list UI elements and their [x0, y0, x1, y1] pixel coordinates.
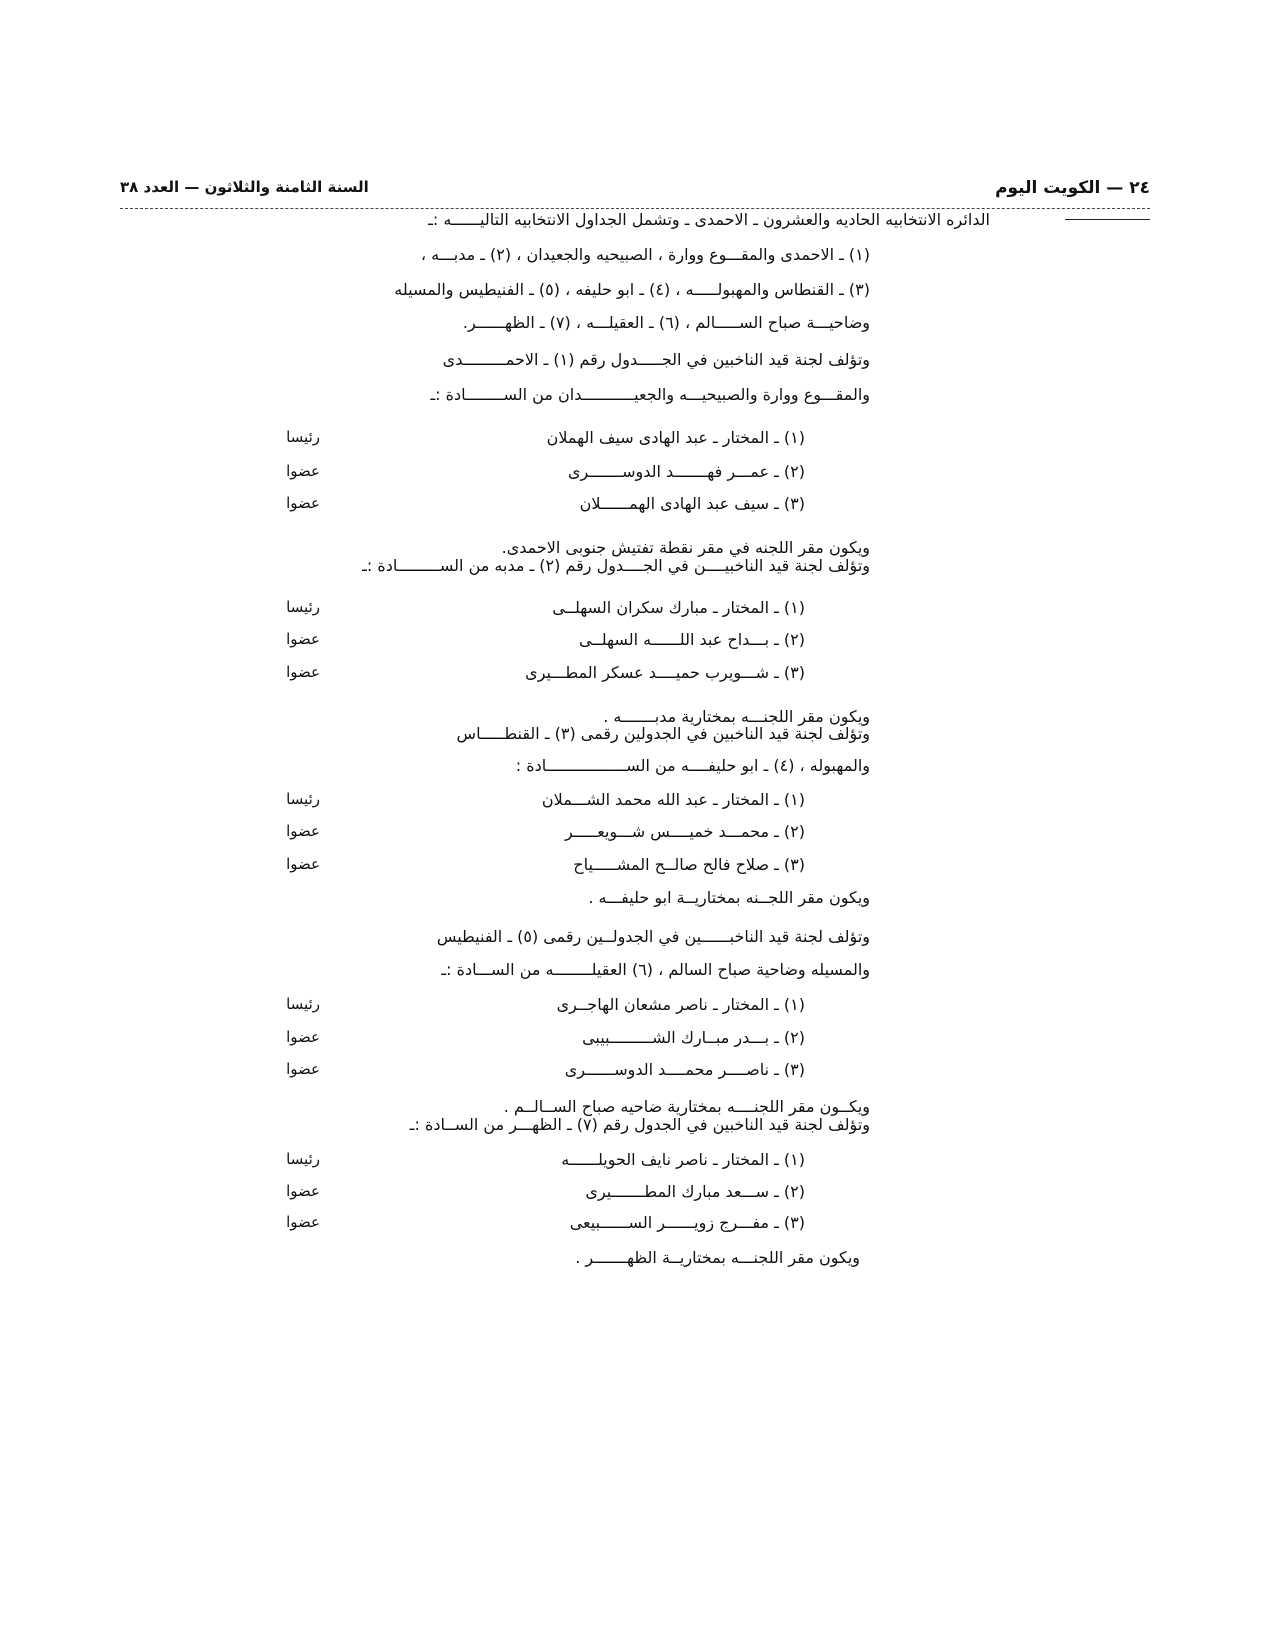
- committee-4-member-name: (١) ـ المختار ـ ناصر مشعان الهاجــرى: [556, 995, 805, 1014]
- committee-1-intro: وتؤلف لجنة قيد الناخبين في الجـــــدول رقم (١) ـ الاحمـــــــــدى: [442, 350, 870, 369]
- committee-4-member-name: (٢) ـ بـــدر مبــارك الشـــــــــبيبى: [582, 1028, 805, 1047]
- intro-line: (٣) ـ القنطاس والمهبولـــــه ، (٤) ـ ابو حليفه ، (٥) ـ الفنيطيس والمسيله: [394, 280, 870, 299]
- committee-5-seat: ويكون مقر اللجنـــه بمختاريــة الظهـــــــر .: [575, 1248, 860, 1267]
- committee-5-member-name: (١) ـ المختار ـ ناصر نايف الحويلــــــه: [561, 1150, 805, 1169]
- page-number-title: ٢٤ — الكويت اليوم: [995, 178, 1150, 198]
- committee-1-member-role: رئيسا: [286, 428, 320, 446]
- committee-2-member-role: عضوا: [286, 663, 320, 681]
- intro-line: الدائره الانتخابيه الحاديه والعشرون ـ الاحمدى ـ وتشمل الجداول الانتخابيه التاليــــــه :ـ: [428, 210, 990, 229]
- committee-1-member-role: عضوا: [286, 462, 320, 480]
- committee-3-member-role: عضوا: [286, 822, 320, 840]
- intro-line: وضاحيـــة صباح الســـــالم ، (٦) ـ العقيلـــه ، (٧) ـ الظهــــــر.: [462, 313, 870, 332]
- committee-2-member-name: (١) ـ المختار ـ مبارك سكران السهلــى: [552, 598, 805, 617]
- committee-4-intro: وتؤلف لجنة قيد الناخبــــــين في الجدولــين رقمى (٥) ـ الفنيطيس: [436, 927, 870, 946]
- committee-1-member-name: (١) ـ المختار ـ عبد الهادى سيف الهملان: [546, 428, 805, 447]
- committee-4-member-role: عضوا: [286, 1060, 320, 1078]
- committee-1-member-role: عضوا: [286, 494, 320, 512]
- committee-5-member-role: عضوا: [286, 1182, 320, 1200]
- committee-2-member-role: رئيسا: [286, 598, 320, 616]
- committee-3-member-role: رئيسا: [286, 790, 320, 808]
- committee-2-member-name: (٣) ـ شـــويرب حميــــد عسكر المطـــيرى: [525, 663, 805, 682]
- committee-3-member-name: (٢) ـ محمـــد خميــــس شـــويعـــــر: [564, 822, 805, 841]
- committee-5-member-name: (٣) ـ مفـــرج زويــــــر الســــــبيعى: [569, 1213, 805, 1232]
- committee-3-intro: وتؤلف لجنة قيد الناخبين في الجدولين رقمى (٣) ـ القنطـــــاس: [456, 724, 870, 743]
- intro-line: (١) ـ الاحمدى والمقـــوع ووارة ، الصبيحيه والجعيدان ، (٢) ـ مدبـــه ،: [420, 245, 870, 264]
- committee-3-member-role: عضوا: [286, 855, 320, 873]
- committee-2-member-role: عضوا: [286, 630, 320, 648]
- committee-4-seat: ويكــون مقر اللجنــــه بمختارية ضاحيه صباح الســالــم .: [503, 1097, 870, 1116]
- committee-1-seat: ويكون مقر اللجنه في مقر نقطة تفتيش جنوبى الاحمدى.: [501, 538, 870, 557]
- committee-5-member-name: (٢) ـ ســـعد مبارك المطـــــــيرى: [585, 1182, 805, 1201]
- committee-5-member-role: عضوا: [286, 1213, 320, 1231]
- committee-3-member-name: (٣) ـ صلاح فالح صالــح المشـــــياح: [573, 855, 805, 874]
- committee-4-member-name: (٣) ـ ناصــــر محمــــد الدوســــــرى: [564, 1060, 805, 1079]
- committee-3-member-name: (١) ـ المختار ـ عبد الله محمد الشـــملان: [541, 790, 805, 809]
- committee-1-intro: والمقـــوع ووارة والصبيحيـــه والجعيـــــــــــدان من الســــــــادة :ـ: [430, 385, 870, 404]
- committee-1-member-name: (٢) ـ عمـــر فهـــــــد الدوســـــــرى: [567, 462, 805, 481]
- committee-4-intro: والمسيله وضاحية صباح السالم ، (٦) العقيلــــــــه من الســـادة :ـ: [441, 960, 870, 979]
- committee-5-member-role: رئيسا: [286, 1150, 320, 1168]
- committee-3-intro: والمهبوله ، (٤) ـ ابو حليفــــه من الســـــــــــــــــادة :: [515, 756, 870, 775]
- committee-2-seat: ويكون مقر اللجنـــه بمختارية مدبـــــــه .: [603, 707, 870, 726]
- committee-5-intro: وتؤلف لجنة قيد الناخبين في الجدول رقم (٧) ـ الظهـــر من الســادة :ـ: [409, 1115, 870, 1134]
- committee-2-member-name: (٢) ـ بـــداح عبد اللــــــه السهلــى: [579, 630, 805, 649]
- committee-4-member-role: عضوا: [286, 1028, 320, 1046]
- committee-4-member-role: رئيسا: [286, 995, 320, 1013]
- issue-info: السنة الثامنة والثلاثون — العدد ٣٨: [120, 178, 369, 196]
- committee-3-seat: ويكون مقر اللجــنه بمختاريــة ابو حليفـــه .: [588, 888, 870, 907]
- committee-1-member-name: (٣) ـ سيف عبد الهادى الهمــــــلان: [579, 494, 805, 513]
- committee-2-intro: وتؤلف لجنة قيد الناخبيــــن في الجــــدول رقم (٢) ـ مدبه من الســـــــــادة :ـ: [362, 556, 870, 575]
